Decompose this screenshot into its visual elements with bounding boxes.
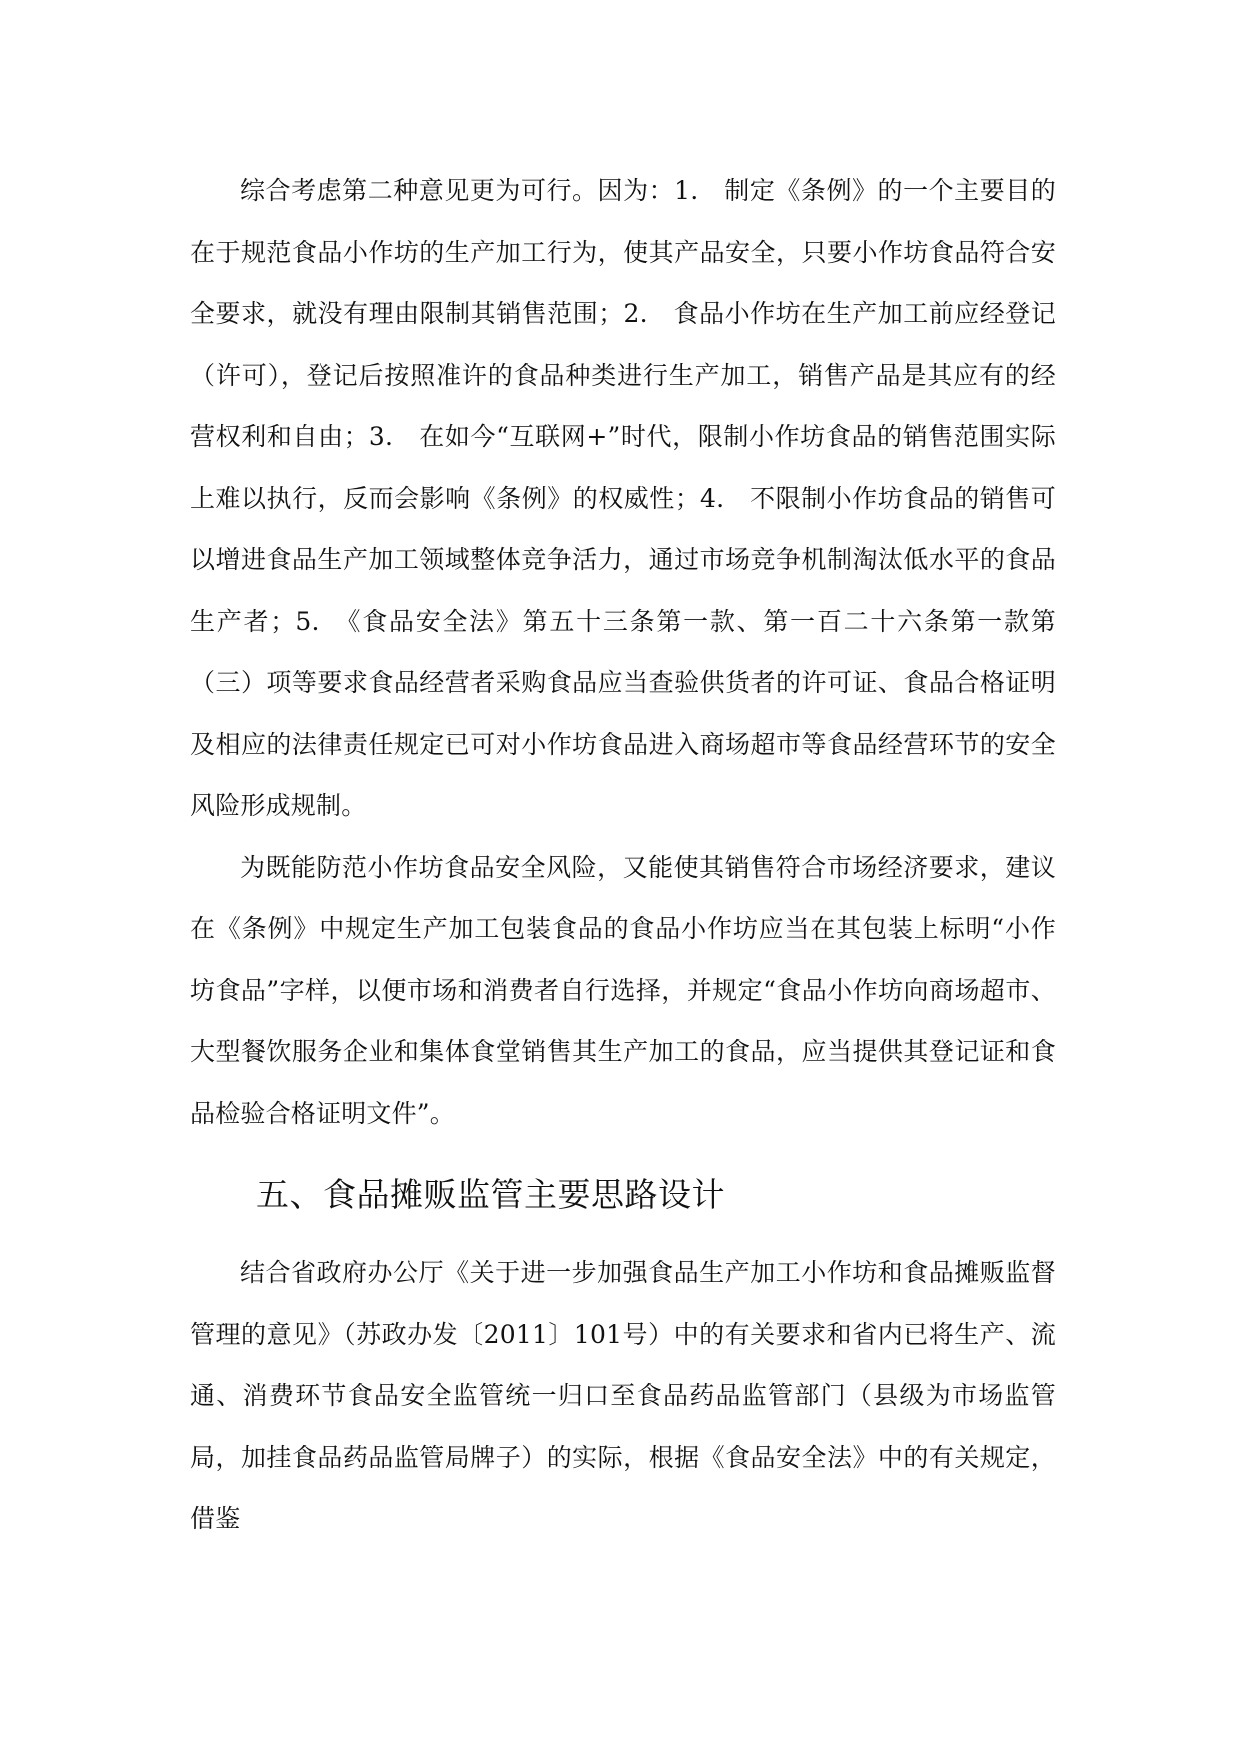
paragraph-vendor-supervision: 结合省政府办公厅《关于进一步加强食品生产加工小作坊和食品摊贩监督管理的意见》（苏政办发〔2011〕101号）中的有关要求和省内已将生产、流通、消费环节食品安全监管统一归口至食品药品监管部门（县级为市场监管局，加挂食品药品监管局牌子）的实际，根据《食品安全法》中的有关规定，借鉴	[190, 1258, 1056, 1533]
paragraph-labeling-recommendation: 为既能防范小作坊食品安全风险，又能使其销售符合市场经济要求，建议在《条例》中规定生产加工包装食品的食品小作坊应当在其包装上标明“小作坊食品”字样，以便市场和消费者自行选择，并规定“食品小作坊向商场超市、大型餐饮服务企业和集体食堂销售其生产加工的食品，应当提供其登记证和食品检验合格证明文件”。	[190, 852, 1056, 1128]
paragraph-sales-scope-reasons: 综合考虑第二种意见更为可行。因为：1. 制定《条例》的一个主要目的在于规范食品小作坊的生产加工行为，使其产品安全，只要小作坊食品符合安全要求，就没有理由限制其销售范围；2. 食品小作坊在生产加工前应经登记（许可），登记后按照准许的食品种类进行生产加工，销售产品是其应有的经营权利和自由；3. 在如今“互联网+”时代，限制小作坊食品的销售范围实际上难以执行，反而会影响《条例》的权威性；4. 不限制小作坊食品的销售可以增进食品生产加工领域整体竞争活力，通过市场竞争机制淘汰低水平的食品生产者；5. 《食品安全法》第五十三条第一款、第一百二十六条第一款第（三）项等要求食品经营者采购食品应当查验供货者的许可证、食品合格证明及相应的法律责任规定已可对小作坊食品进入商场超市等食品经营环节的安全风险形成规制。	[190, 176, 1056, 820]
document-page	[190, 160, 1056, 1550]
section-heading-five: 五、食品摊贩监管主要思路设计	[256, 1175, 725, 1214]
